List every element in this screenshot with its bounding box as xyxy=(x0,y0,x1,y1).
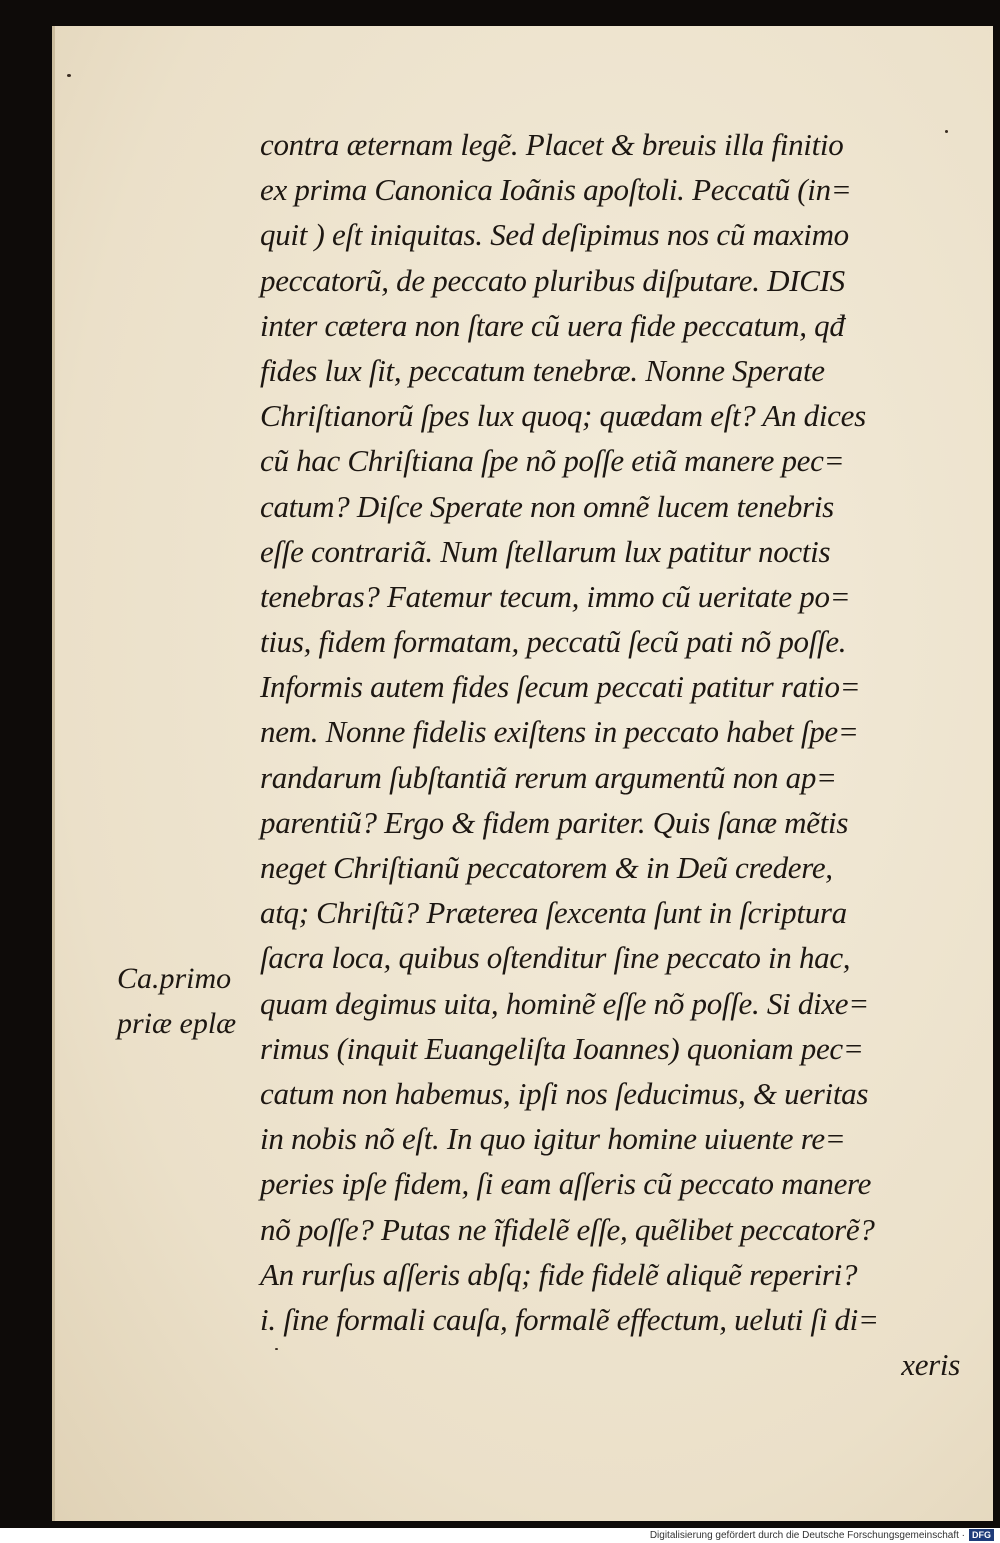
text-line: cũ hac Chriſtiana ſpe nõ poſſe etiã manere pec= xyxy=(260,443,845,479)
text-line: quit ) eſt iniquitas. Sed deſipimus nos cũ maximo xyxy=(260,217,849,253)
text-line: tenebras? Fatemur tecum, immo cũ ueritate po= xyxy=(260,578,851,614)
text-line: inter cætera non ſtare cũ uera fide peccatum, qđ xyxy=(260,307,845,343)
marginal-note-line: Ca.primo xyxy=(117,962,232,995)
text-line: peries ipſe fidem, ſi eam aſſeris cũ peccato manere xyxy=(260,1166,872,1202)
text-line: parentiũ? Ergo & fidem pariter. Quis ſanæ mẽtis xyxy=(260,804,849,840)
text-line: atq; Chriſtũ? Præterea ſexcenta ſunt in ſcriptura xyxy=(260,895,847,931)
text-line: nem. Nonne fidelis exiſtens in peccato habet ſpe= xyxy=(260,714,859,750)
text-line: in nobis nõ eſt. In quo igitur homine uiuente re= xyxy=(260,1121,846,1157)
text-line: nõ poſſe? Putas ne ĩfidelẽ eſſe, quẽlibet peccatorẽ? xyxy=(260,1211,875,1247)
catchword: xeris xyxy=(901,1347,960,1383)
main-text-block xyxy=(260,122,960,1387)
text-line: quam degimus uita, hominẽ eſſe nõ poſſe. Si dixe= xyxy=(260,985,869,1021)
funding-credit: Digitalisierung gefördert durch die Deutsche Forschungsgemeinschaft · xyxy=(649,1530,965,1541)
text-line: ex prima Canonica Ioãnis apoſtoli. Peccatũ (in= xyxy=(260,172,852,208)
book-page xyxy=(52,26,993,1521)
text-line: catum? Diſce Sperate non omnẽ lucem tenebris xyxy=(260,488,834,524)
text-line: neget Chriſtianũ peccatorem & in Deũ credere, xyxy=(260,850,833,885)
text-line: rimus (inquit Euangeliſta Ioannes) quoniam pec= xyxy=(260,1030,864,1066)
text-line: An rurſus aſſeris abſq; fide fidelẽ aliquẽ reperiri? xyxy=(260,1256,858,1292)
text-line: i. ſine formali cauſa, formalẽ effectum, ueluti ſi di= xyxy=(260,1301,879,1337)
text-line: catum non habemus, ipſi nos ſeducimus, & ueritas xyxy=(260,1075,869,1111)
text-line: randarum ſubſtantiã rerum argumentũ non ap= xyxy=(260,759,837,795)
ink-speck xyxy=(67,74,71,77)
text-line: tius, fidem formatam, peccatũ ſecũ pati nõ poſſe. xyxy=(260,624,847,660)
text-line: peccatorũ, de peccato pluribus diſputare. DICIS xyxy=(260,262,845,298)
digitization-footer xyxy=(0,1528,1000,1543)
marginal-note-line: priæ eplæ xyxy=(117,1007,237,1041)
text-line: contra æternam legẽ. Placet & breuis illa finitio xyxy=(260,127,844,162)
dfg-logo-icon: DFG xyxy=(969,1529,994,1541)
text-line: Informis autem fides ſecum peccati patitur ratio= xyxy=(260,669,861,705)
marginal-note xyxy=(117,956,257,1046)
text-line: Chriſtianorũ ſpes lux quoq; quædam eſt? An dices xyxy=(260,398,866,434)
text-line: eſſe contrariã. Num ſtellarum lux patitur noctis xyxy=(260,533,831,569)
text-line: fides lux ſit, peccatum tenebræ. Nonne Sperate xyxy=(260,352,825,388)
text-line: ſacra loca, quibus oſtenditur ſine peccato in hac, xyxy=(260,940,851,976)
